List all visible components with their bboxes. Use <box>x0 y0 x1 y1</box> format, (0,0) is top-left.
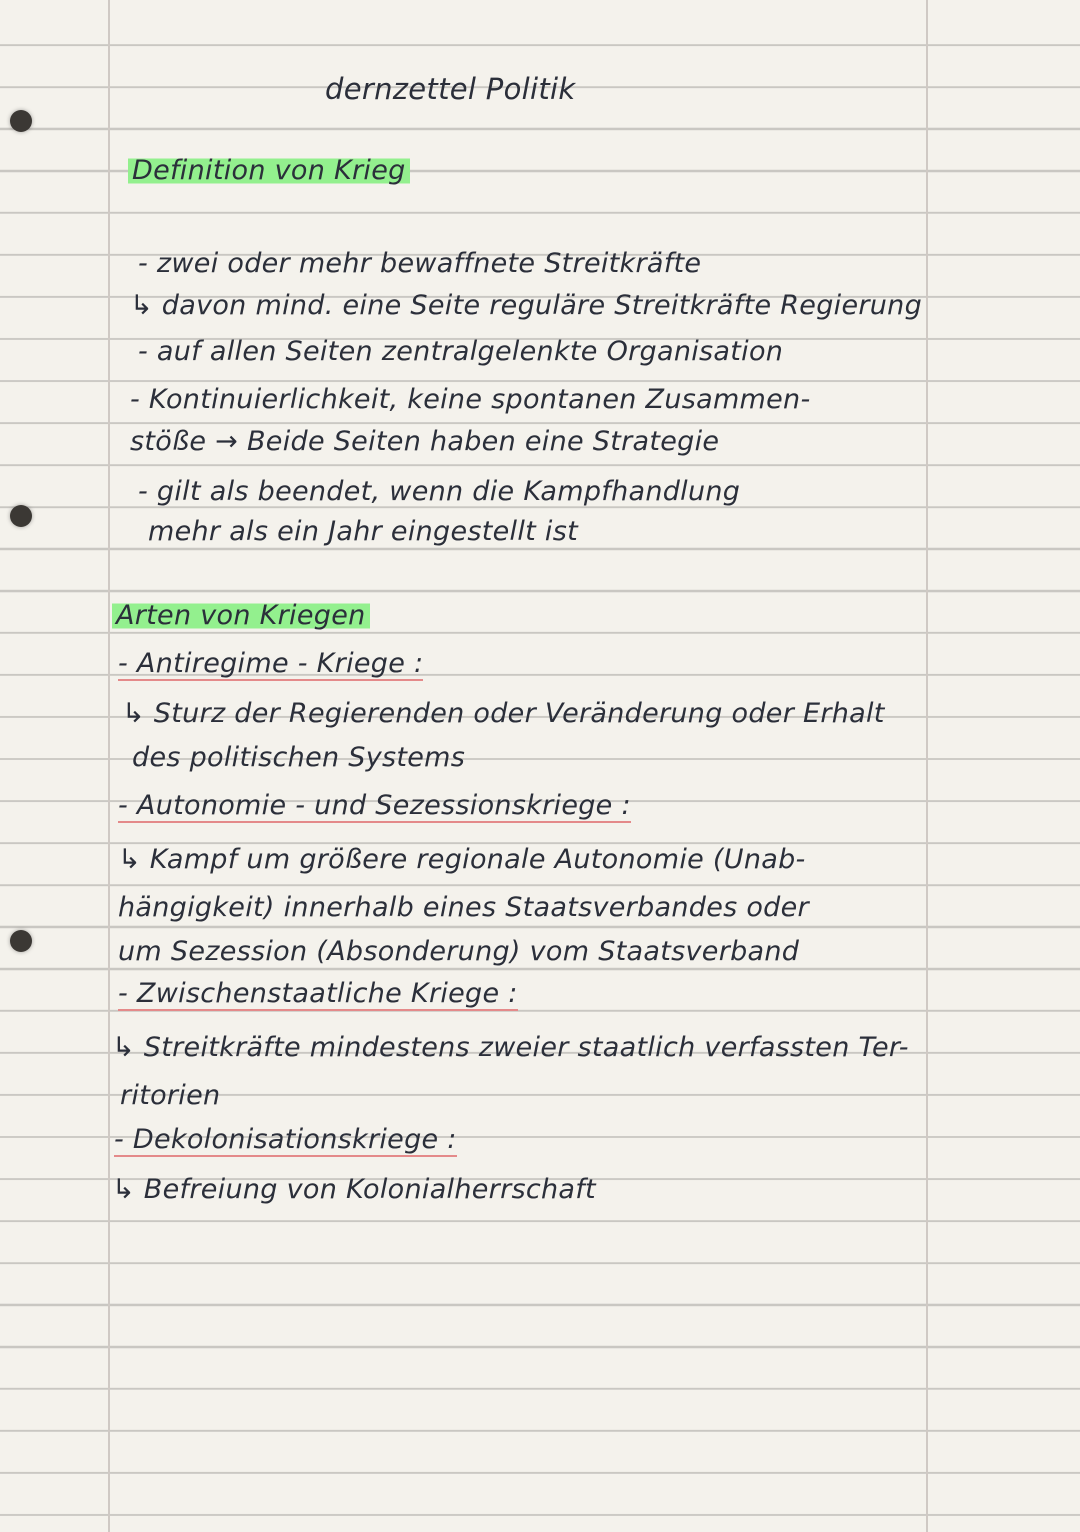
war-type-description: ↳ Streitkräfte mindestens zweier staatlich verfassten Ter- <box>112 1032 909 1063</box>
definition-line: - zwei oder mehr bewaffnete Streitkräfte <box>138 248 702 279</box>
war-type-term: - Antiregime - Kriege : <box>118 648 424 679</box>
page-title: dernzettel Politik <box>325 72 576 106</box>
left-margin-line <box>108 0 110 1532</box>
section-heading-types: Arten von Kriegen <box>112 600 370 631</box>
war-type-description: ↳ Sturz der Regierenden oder Veränderung oder Erhalt <box>122 698 885 729</box>
war-type-description: ritorien <box>120 1080 221 1111</box>
war-type-description: des politischen Systems <box>132 742 466 773</box>
war-type-term: - Dekolonisationskriege : <box>114 1124 457 1155</box>
right-margin-line <box>926 0 928 1532</box>
definition-line: ↳ davon mind. eine Seite reguläre Streitkräfte Regierung <box>130 290 923 321</box>
definition-line: mehr als ein Jahr eingestellt ist <box>148 516 578 547</box>
definition-line: stöße → Beide Seiten haben eine Strategie <box>130 426 720 457</box>
punch-hole-bottom <box>10 930 32 952</box>
war-type-description: ↳ Kampf um größere regionale Autonomie (Unab- <box>118 844 806 875</box>
war-type-description: um Sezession (Absonderung) vom Staatsverband <box>118 936 800 967</box>
war-type-term: - Autonomie - und Sezessionskriege : <box>118 790 631 821</box>
punch-hole-middle <box>10 505 32 527</box>
war-type-description: ↳ Befreiung von Kolonialherrschaft <box>112 1174 596 1205</box>
war-type-description: hängigkeit) innerhalb eines Staatsverbandes oder <box>118 892 809 923</box>
definition-line: - Kontinuierlichkeit, keine spontanen Zusammen- <box>130 384 811 415</box>
section-heading-definition: Definition von Krieg <box>128 155 410 186</box>
war-type-term: - Zwischenstaatliche Kriege : <box>118 978 518 1009</box>
punch-hole-top <box>10 110 32 132</box>
definition-line: - gilt als beendet, wenn die Kampfhandlung <box>138 476 741 507</box>
definition-line: - auf allen Seiten zentralgelenkte Organisation <box>138 336 784 367</box>
